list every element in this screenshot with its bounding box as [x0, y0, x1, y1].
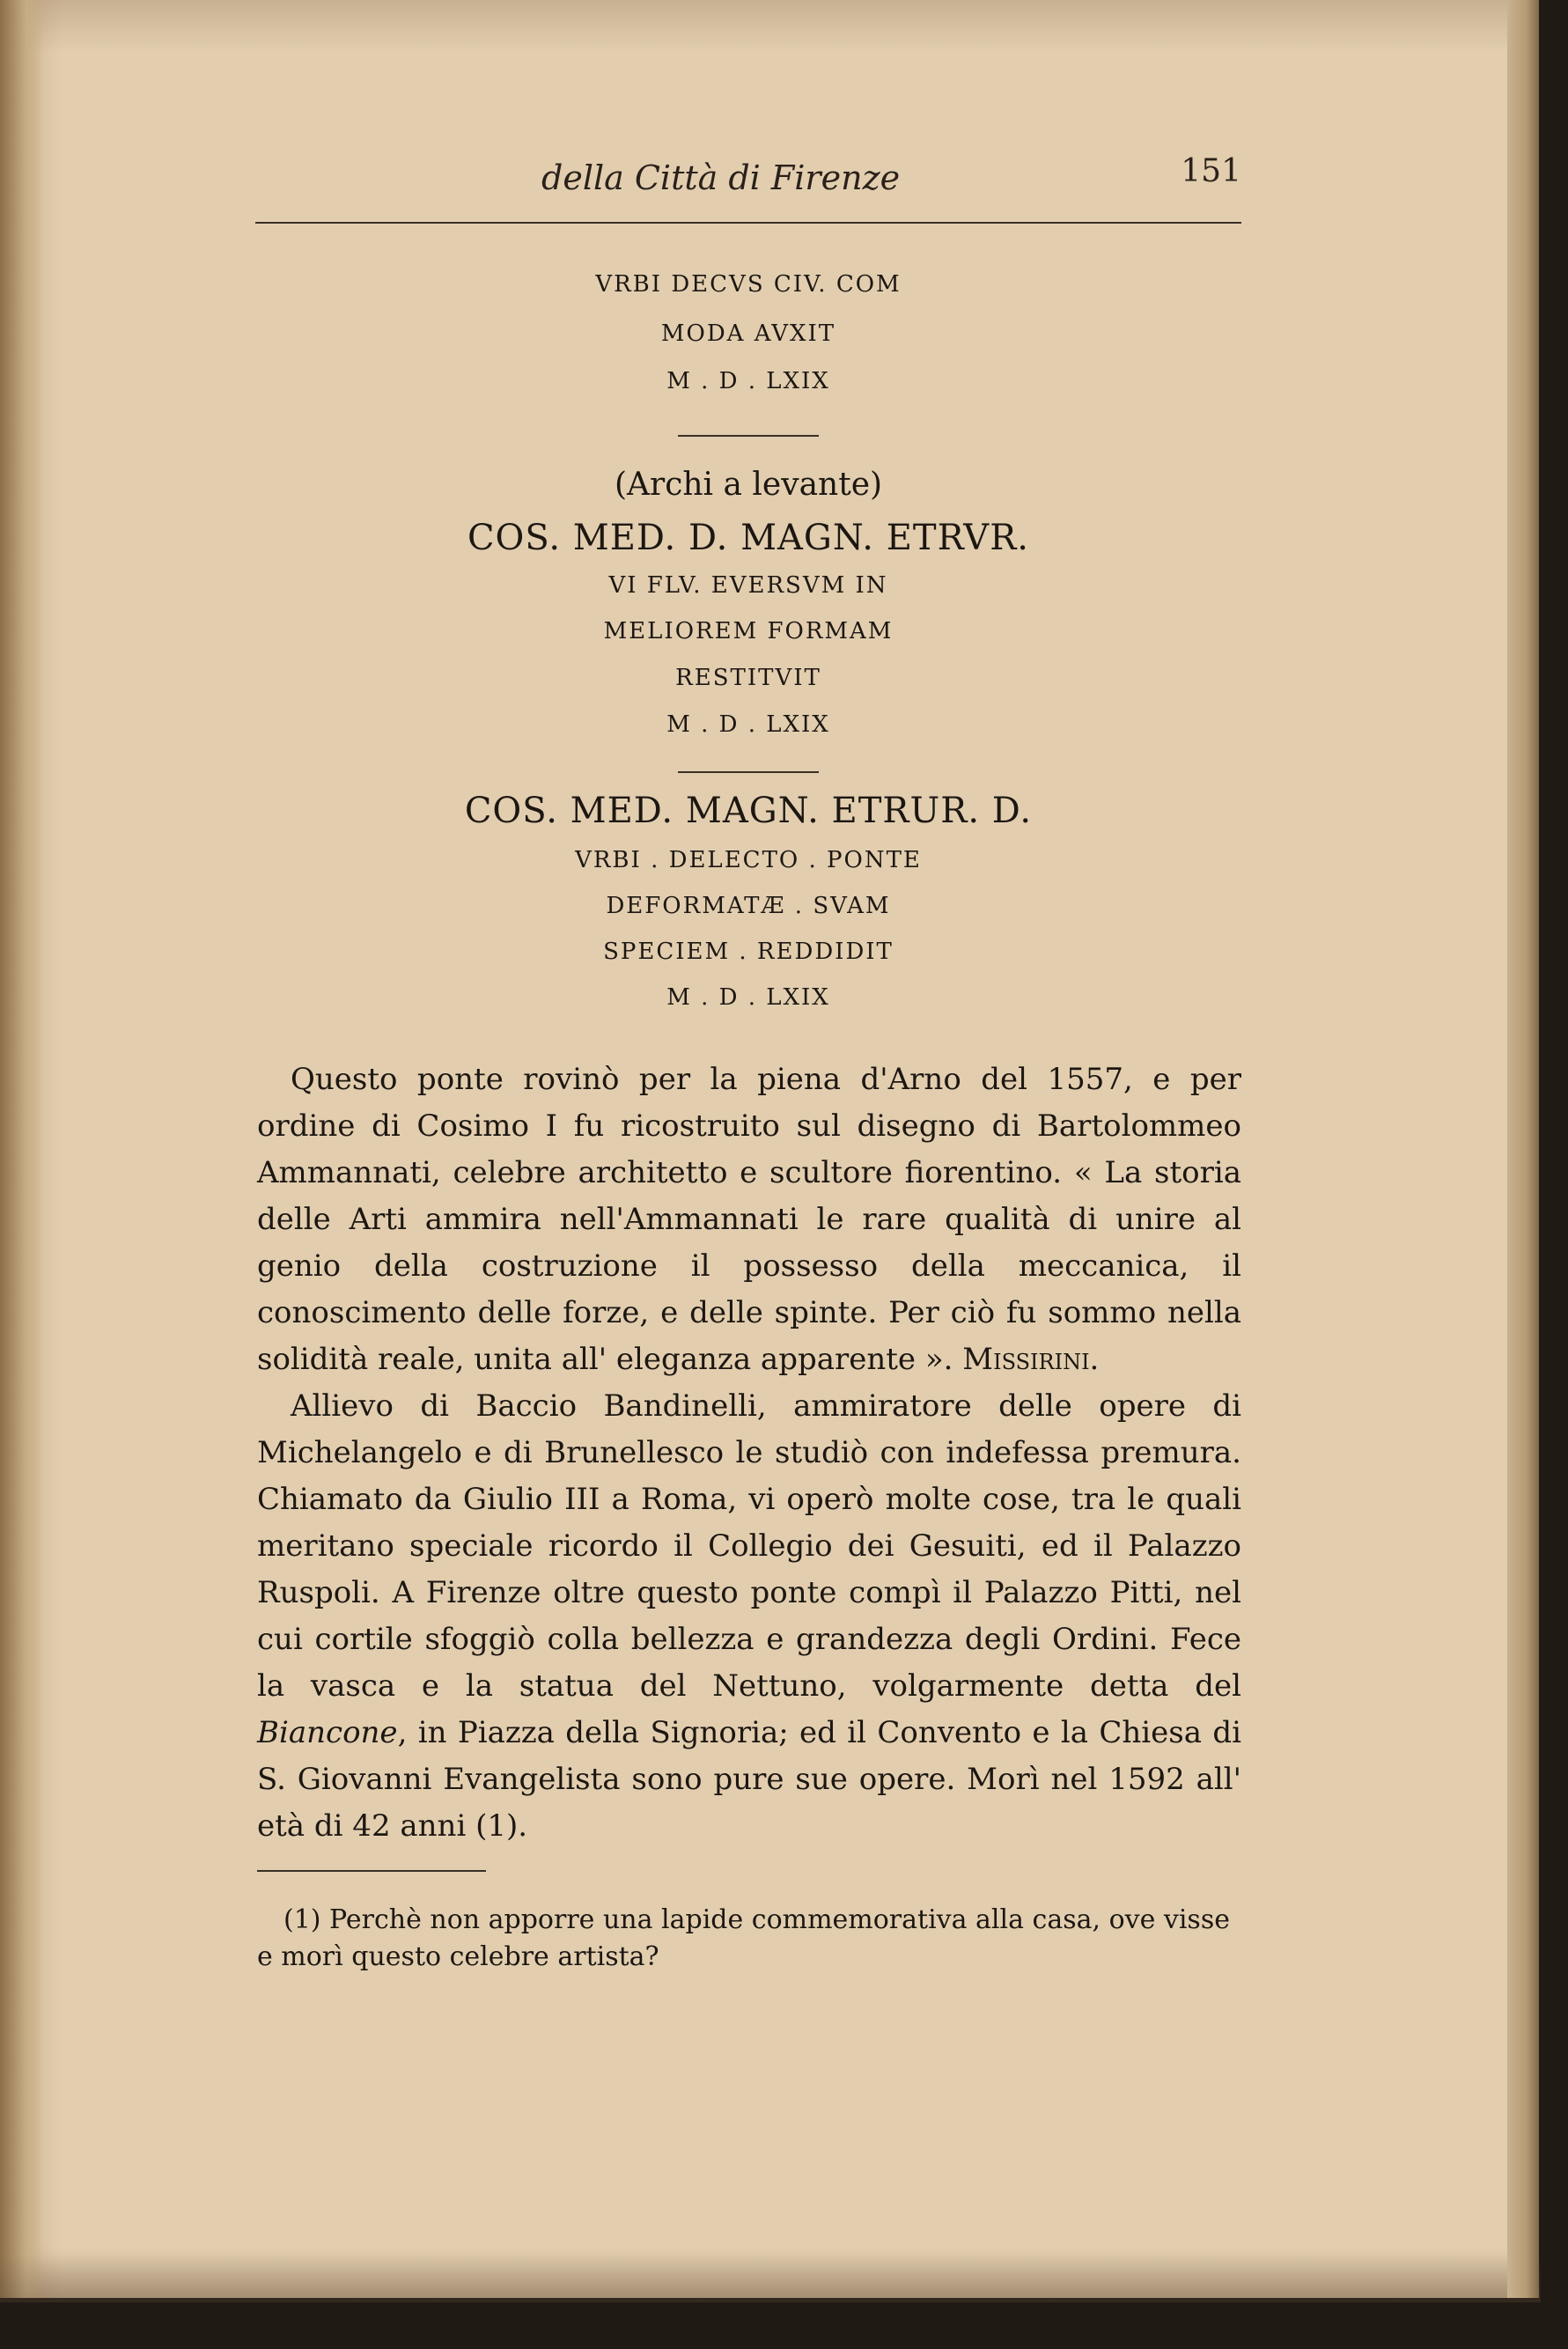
inscription-2-line-4: M . D . LXIX	[666, 711, 830, 738]
footnote-text: (1) Perchè non apporre una lapide commemorativa alla casa, ove visse e morì questo celebre artista?	[257, 1904, 1230, 1972]
inscription-2-line-1: VI FLV. EVERSVM IN	[608, 572, 888, 599]
inscription-2-line-2: MELIOREM FORMAM	[603, 618, 894, 644]
paragraph-1	[257, 1057, 1241, 1383]
running-head-title: della Città di Firenze	[541, 158, 901, 197]
running-head	[255, 153, 1241, 202]
inscription-1-line-1: VRBI DECVS CIV. COM	[595, 271, 902, 298]
inscription-3-line-3: SPECIEM . REDDIDIT	[603, 939, 894, 965]
inscription-1-line-2: MODA AVXIT	[660, 320, 836, 347]
inscription-2-heading: COS. MED. D. MAGN. ETRVR.	[467, 518, 1030, 558]
paragraph-1-text: Questo ponte rovinò per la piena d'Arno del 1557, e per ordine di Cosimo I fu ricostruito sul disegno di Bartolommeo Ammannati, celebre architetto e scultore fiorentino. « La storia delle Arti ammira nell'Ammannati le rare qualità di unire al genio della costruzione il possesso della meccanica, il conoscimento delle forze, e delle spinte. Per ciò fu sommo nella solidità reale, unita all' eleganza apparente ».	[257, 1062, 1241, 1377]
header-rule	[255, 222, 1241, 224]
paragraph-2	[257, 1383, 1241, 1850]
body-text	[257, 1057, 1241, 1850]
page-bottom-shadow	[0, 2254, 1541, 2302]
page-number: 151	[1181, 153, 1241, 189]
inscription-1-line-3: M . D . LXIX	[666, 368, 830, 394]
inscription-3-line-2: DEFORMATÆ . SVAM	[606, 893, 891, 919]
section-divider	[678, 435, 819, 437]
paragraph-2-start: Allievo di Baccio Bandinelli, ammiratore delle opere di Michelangelo e di Brunellesco le studiò con indefessa premura. Chiamato da Giulio III a Roma, vi operò molte cose, tra le quali meritano speciale ricordo il Collegio dei Gesuiti, ed il Palazzo Ruspoli. A Firenze oltre questo ponte compì il Palazzo Pitti, nel cui cortile sfoggiò colla bellezza e grandezza degli Ordini. Fece la vasca e la statua del Nettuno, volgarmente detta del	[257, 1388, 1241, 1704]
paragraph-1-author: Missirini.	[962, 1342, 1100, 1377]
section-divider	[678, 771, 819, 773]
footnote-rule	[257, 1870, 486, 1872]
inscription-3-line-1: VRBI . DELECTO . PONTE	[575, 847, 922, 873]
inscription-3-line-4: M . D . LXIX	[666, 984, 830, 1011]
paragraph-2-italic: Biancone	[257, 1715, 398, 1750]
inscription-2-caption: (Archi a levante)	[614, 467, 883, 503]
paragraph-2-end: , in Piazza della Signoria; ed il Convento e la Chiesa di S. Giovanni Evangelista sono pure sue opere. Morì nel 1592 all' età di 42 anni (1).	[257, 1715, 1241, 1844]
page-edges	[1507, 0, 1539, 2298]
inscription-3-heading: COS. MED. MAGN. ETRUR. D.	[464, 791, 1033, 831]
inscription-2-line-3: RESTITVIT	[675, 665, 821, 691]
footnote	[257, 1902, 1241, 1976]
